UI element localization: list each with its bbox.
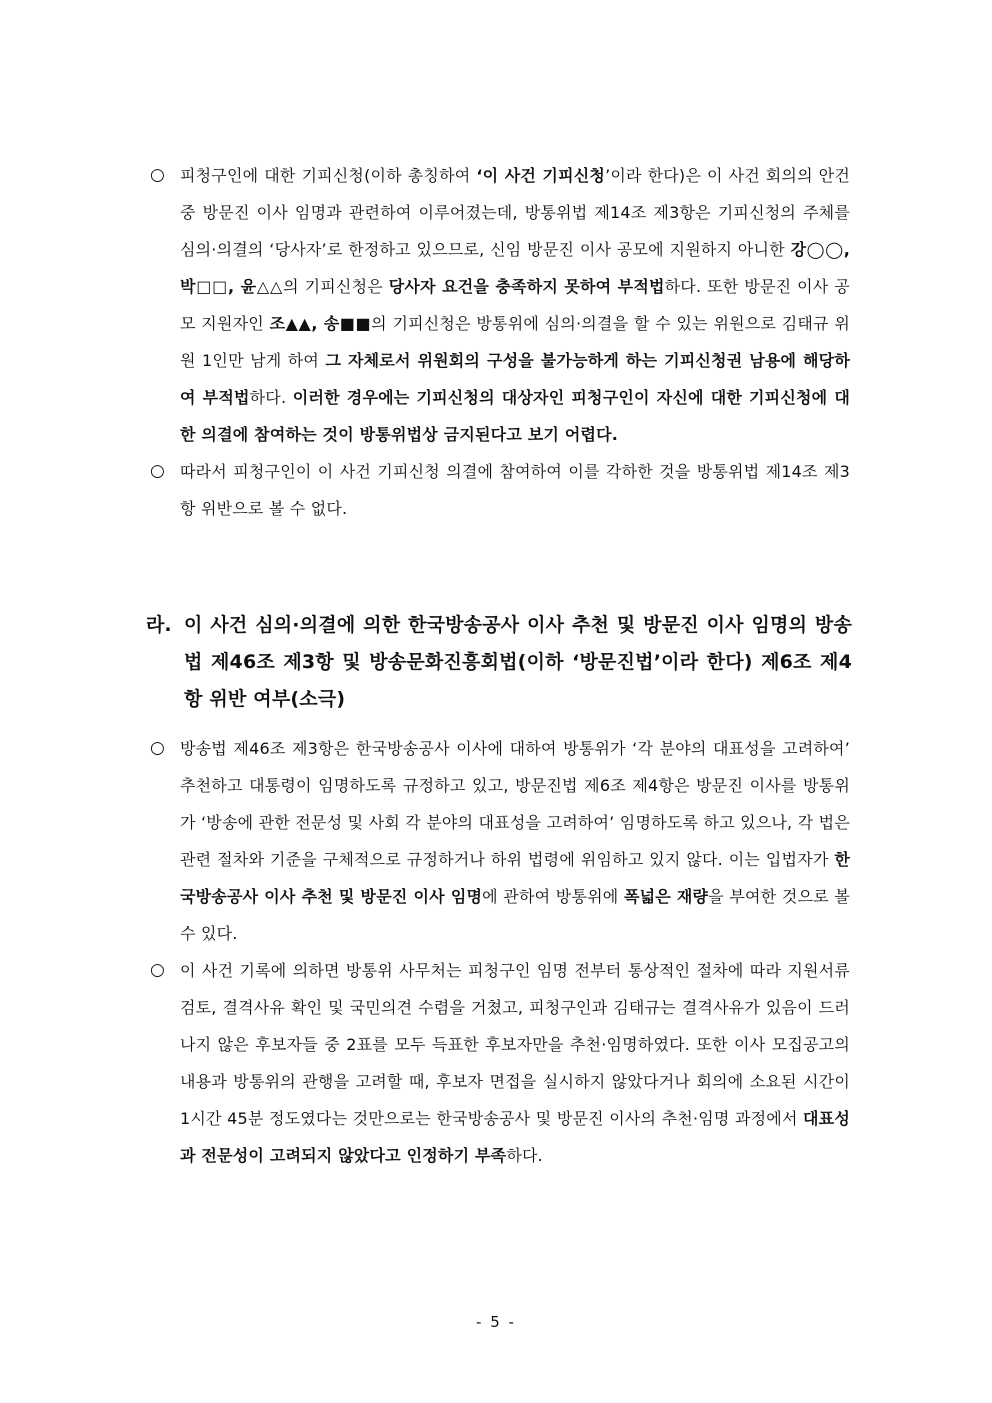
section-paragraphs-2 (150, 730, 850, 1174)
bullet-paragraph-3 (150, 730, 850, 952)
bullet-paragraph-1 (150, 157, 850, 453)
section-paragraphs-1 (150, 157, 850, 527)
emphasis-text: 대표성과 전문성이 고려되지 않았다고 인정하기 부족 (180, 1109, 850, 1165)
emphasis-text: 그 자체로서 위원회의 구성을 불가능하게 하는 기피신청권 남용에 해당하여 부적법 (180, 351, 850, 407)
body-text: 하다. 또한 방문진 이사 공모 지원자인 (180, 277, 850, 333)
body-text: ’이라 한다)은 이 사건 회의의 안건 중 방문진 이사 임명과 관련하여 이루어졌는데, 방통위법 제14조 제3항은 기피신청의 주체를 심의·의결의 ‘당사자’로 한정하고 있으므로, 신임 방문진 이사 공모에 지원하지 아니한 (180, 166, 850, 259)
body-text: 하다. (249, 388, 293, 407)
body-text: 하다. (506, 1146, 543, 1165)
body-text: 방송법 제46조 제3항은 한국방송공사 이사에 대하여 방통위가 ‘각 분야의 대표성을 고려하여’ 추천하고 대통령이 임명하도록 규정하고 있고, 방문진법 제6조 제4항은 방문진 이사를 방통위가 ‘방송에 관한 전문성 및 사회 각 분야의 대표성을 고려하여’ 임명하도록 하고 있으나, 각 법은 관련 절차와 기준을 구체적으로 규정하거나 하위 법령에 위임하고 있지 않다. 이는 입법자가 (180, 739, 850, 869)
heading-marker: 라. (146, 614, 172, 636)
body-text: 에 관하여 방통위에 (482, 887, 624, 906)
emphasis-text: 폭넓은 재량 (623, 887, 709, 906)
bullet-marker: ○ (150, 461, 165, 481)
emphasis-text: 당사자 요건을 충족하지 못하여 부적법 (388, 277, 665, 296)
heading-row (146, 607, 852, 718)
body-text: 따라서 피청구인이 이 사건 기피신청 의결에 참여하여 이를 각하한 것을 방통위법 제14조 제3항 위반으로 볼 수 없다. (180, 462, 850, 518)
emphasis-text: ‘이 사건 기피신청 (476, 166, 606, 185)
bullet-marker: ○ (150, 960, 165, 980)
body-text: 피청구인에 대한 기피신청(이하 총칭하여 (180, 166, 477, 185)
section-heading (146, 607, 852, 718)
bullet-marker: ○ (150, 738, 165, 758)
bullet-paragraph-4 (150, 952, 850, 1174)
body-text: 의 기피신청은 (283, 277, 389, 296)
body-text: 이 사건 기록에 의하면 방통위 사무처는 피청구인 임명 전부터 통상적인 절차에 따라 지원서류 검토, 결격사유 확인 및 국민의견 수렴을 거쳤고, 피청구인과 김태규는 결격사유가 있음이 드러나지 않은 후보자들 중 2표를 모두 득표한 후보자만을 추천·임명하였다. 또한 이사 모집공고의 내용과 방통위의 관행을 고려할 때, 후보자 면접을 실시하지 않았다거나 회의에 소요된 시간이 1시간 45분 정도였다는 것만으로는 한국방송공사 및 방문진 이사의 추천·임명 과정에서 (180, 961, 850, 1128)
emphasis-text: 조▲▲, 송■■ (269, 314, 372, 333)
body-text: 을 부여한 것으로 볼 수 있다. (180, 887, 851, 943)
heading-text: 이 사건 심의·의결에 의한 한국방송공사 이사 추천 및 방문진 이사 임명의 방송법 제46조 제3항 및 방송문화진흥회법(이하 ‘방문진법’이라 한다) 제6조 제4항 위반 여부(소극) (184, 614, 852, 710)
paragraph-text (180, 730, 850, 952)
page-number: - 5 - (476, 1313, 516, 1331)
bullet-paragraph-2 (150, 453, 850, 527)
paragraph-text (180, 453, 850, 527)
body-text: 의 기피신청은 방통위에 심의·의결을 할 수 있는 위원으로 김태규 위원 1인만 남게 하여 (180, 314, 851, 370)
emphasis-text: 이러한 경우에는 기피신청의 대상자인 피청구인이 자신에 대한 기피신청에 대한 의결에 참여하는 것이 방통위법상 금지된다고 보기 어렵다. (180, 388, 850, 444)
paragraph-text (180, 157, 850, 453)
emphasis-text: 한국방송공사 이사 추천 및 방문진 이사 임명 (180, 850, 850, 906)
paragraph-text (180, 952, 850, 1174)
emphasis-text: 강◯◯, 박□□, 윤△△ (180, 240, 851, 296)
bullet-marker: ○ (150, 165, 165, 185)
